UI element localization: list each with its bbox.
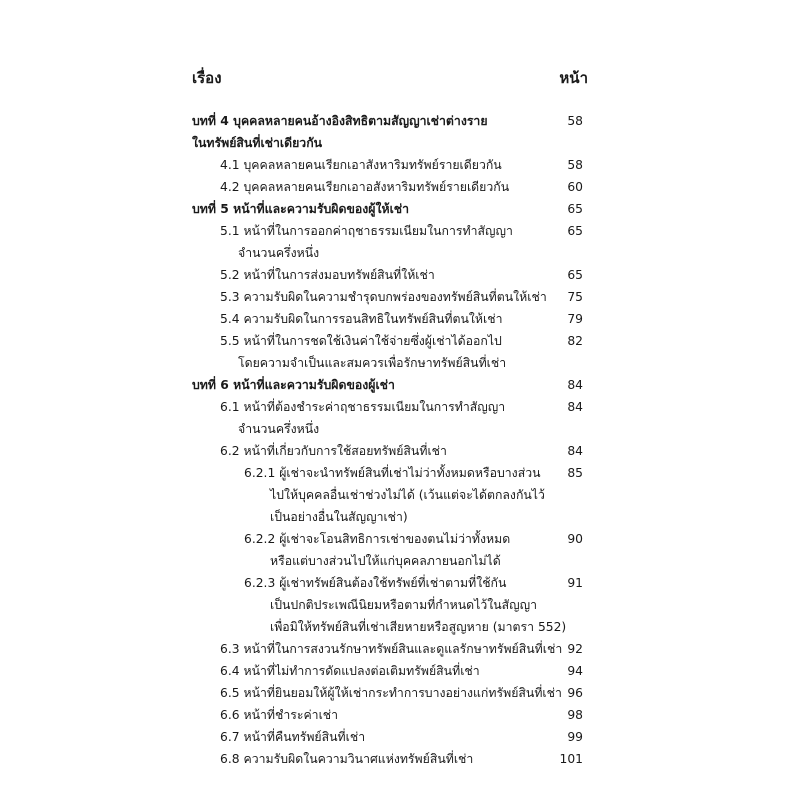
toc-section	[0, 638, 800, 660]
toc-entry-line: 6.2 หน้าที่เกี่ยวกับการใช้สอยทรัพย์สินที่เช่า	[220, 444, 447, 458]
toc-entry-text	[0, 726, 800, 748]
toc-entry-continuation: โดยความจำเป็นและสมควรเพื่อรักษาทรัพย์สินที่เช่า	[238, 356, 507, 370]
toc-page-number: 99	[567, 730, 583, 744]
toc-entry-continuation: จำนวนครึ่งหนึ่ง	[238, 246, 320, 260]
toc-entry-text	[0, 682, 800, 704]
toc-section	[0, 264, 800, 286]
toc-page-number: 65	[567, 202, 583, 216]
toc-entry-line: 6.2.3 ผู้เช่าทรัพย์สินต้องใช้ทรัพย์ที่เช่าตามที่ใช้กัน	[244, 576, 507, 590]
toc-entry-line: 5.5 หน้าที่ในการชดใช้เงินค่าใช้จ่ายซึ่งผู้เช่าได้ออกไป	[220, 334, 502, 348]
toc-page-number: 91	[567, 576, 583, 590]
toc-subsection	[0, 572, 800, 638]
toc-entry-continuation: หรือแต่บางส่วนไปให้แก่บุคคลภายนอกไม่ได้	[270, 554, 501, 568]
toc-entry-line: 5.3 ความรับผิดในความชำรุดบกพร่องของทรัพย์สินที่ตนให้เช่า	[220, 290, 547, 304]
toc-entry-text	[0, 110, 800, 154]
toc-page-number: 94	[567, 664, 583, 678]
toc-entry-line: 6.2.2 ผู้เช่าจะโอนสิทธิการเช่าของตนไม่ว่าทั้งหมด	[244, 532, 511, 546]
toc-section	[0, 440, 800, 462]
toc-entry-text	[0, 374, 800, 396]
toc-entry-continuation: จำนวนครึ่งหนึ่ง	[238, 422, 320, 436]
toc-page-number: 84	[567, 444, 583, 458]
toc-entry-continuation: เป็นปกติประเพณีนิยมหรือตามที่กำหนดไว้ในสัญญา	[270, 598, 538, 612]
toc-entry-text	[0, 638, 800, 660]
toc-chapter	[0, 198, 800, 220]
toc-section	[0, 704, 800, 726]
toc-entry-text	[0, 528, 800, 572]
toc-section	[0, 660, 800, 682]
toc-page-number: 58	[567, 158, 583, 172]
toc-chapter	[0, 110, 800, 154]
toc-section	[0, 748, 800, 770]
toc-entry-continuation: ไปให้บุคคลอื่นเช่าช่วงไม่ได้ (เว้นแต่จะได้ตกลงกันไว้	[270, 488, 545, 502]
toc-entry-text	[0, 462, 800, 528]
toc-page-number: 65	[567, 268, 583, 282]
toc-section	[0, 220, 800, 264]
toc-page-number: 101	[559, 752, 583, 766]
toc-entry-text	[0, 704, 800, 726]
toc-entry-text	[0, 748, 800, 770]
toc-entry-line: 5.1 หน้าที่ในการออกค่าฤชาธรรมเนียมในการทำสัญญา	[220, 224, 513, 238]
toc-entry-text	[0, 286, 800, 308]
toc-entry-line: 6.8 ความรับผิดในความวินาศแห่งทรัพย์สินที่เช่า	[220, 752, 474, 766]
toc-entry-continuation: เป็นอย่างอื่นในสัญญาเช่า)	[270, 510, 408, 524]
toc-entry-line: บทที่ 4 บุคคลหลายคนอ้างอิงสิทธิตามสัญญาเช่าต่างราย	[192, 114, 488, 128]
toc-entry-line: 6.6 หน้าที่ชำระค่าเช่า	[220, 708, 339, 722]
toc-page-number: 85	[567, 466, 583, 480]
toc-entry-continuation: ในทรัพย์สินที่เช่าเดียวกัน	[192, 136, 323, 150]
toc-section	[0, 154, 800, 176]
toc-page-number: 92	[567, 642, 583, 656]
toc-entry-line: 6.4 หน้าที่ไม่ทำการดัดแปลงต่อเติมทรัพย์สินที่เช่า	[220, 664, 480, 678]
toc-entry-continuation: เพื่อมิให้ทรัพย์สินที่เช่าเสียหายหรือสูญหาย (มาตรา 552)	[270, 620, 567, 634]
toc-entry-line: บทที่ 6 หน้าที่และความรับผิดของผู้เช่า	[192, 378, 395, 392]
toc-section	[0, 286, 800, 308]
toc-section	[0, 726, 800, 748]
toc-entry-line: 6.7 หน้าที่คืนทรัพย์สินที่เช่า	[220, 730, 366, 744]
toc-entry-line: 6.1 หน้าที่ต้องชำระค่าฤชาธรรมเนียมในการทำสัญญา	[220, 400, 506, 414]
toc-entry-text	[0, 330, 800, 374]
toc-entry-text	[0, 308, 800, 330]
toc-subsection	[0, 462, 800, 528]
toc-entry-line: 4.1 บุคคลหลายคนเรียกเอาสังหาริมทรัพย์รายเดียวกัน	[220, 158, 502, 172]
toc-entry-line: 6.5 หน้าที่ยินยอมให้ผู้ให้เช่ากระทำการบางอย่างแก่ทรัพย์สินที่เช่า	[220, 686, 562, 700]
toc-section	[0, 308, 800, 330]
toc-page-number: 84	[567, 378, 583, 392]
toc-page-number: 79	[567, 312, 583, 326]
toc-subsection	[0, 528, 800, 572]
toc-entry-text	[0, 396, 800, 440]
toc-page-number: 75	[567, 290, 583, 304]
toc-page-number: 60	[567, 180, 583, 194]
toc-page-number: 65	[567, 224, 583, 238]
toc-page-number: 90	[567, 532, 583, 546]
toc-section	[0, 330, 800, 374]
toc-entry-text	[0, 660, 800, 682]
toc-entry-line: 6.3 หน้าที่ในการสงวนรักษาทรัพย์สินและดูแลรักษาทรัพย์สินที่เช่า	[220, 642, 563, 656]
toc-entry-text	[0, 264, 800, 286]
toc-page-number: 58	[567, 114, 583, 128]
toc-section	[0, 176, 800, 198]
toc-page-number: 96	[567, 686, 583, 700]
toc-section	[0, 396, 800, 440]
toc-entry-line: 6.2.1 ผู้เช่าจะนำทรัพย์สินที่เช่าไม่ว่าทั้งหมดหรือบางส่วน	[244, 466, 541, 480]
toc-entry-text	[0, 572, 800, 638]
toc-page-number: 84	[567, 400, 583, 414]
toc-title: เรื่อง	[192, 69, 222, 87]
toc-page-number: 82	[567, 334, 583, 348]
toc-entry-line: 5.2 หน้าที่ในการส่งมอบทรัพย์สินที่ให้เช่า	[220, 268, 435, 282]
toc-section	[0, 682, 800, 704]
toc-entry-text	[0, 440, 800, 462]
toc-entry-line: บทที่ 5 หน้าที่และความรับผิดของผู้ให้เช่า	[192, 202, 410, 216]
toc-entry-line: 4.2 บุคคลหลายคนเรียกเอาอสังหาริมทรัพย์รายเดียวกัน	[220, 180, 510, 194]
toc-entry-text	[0, 176, 800, 198]
toc-page-number: 98	[567, 708, 583, 722]
toc-entry-text	[0, 198, 800, 220]
toc-chapter	[0, 374, 800, 396]
toc-list	[0, 110, 800, 770]
toc-entry-text	[0, 154, 800, 176]
page-column-label: หน้า	[559, 69, 588, 87]
toc-entry-line: 5.4 ความรับผิดในการรอนสิทธิในทรัพย์สินที่ตนให้เช่า	[220, 312, 503, 326]
toc-entry-text	[0, 220, 800, 264]
